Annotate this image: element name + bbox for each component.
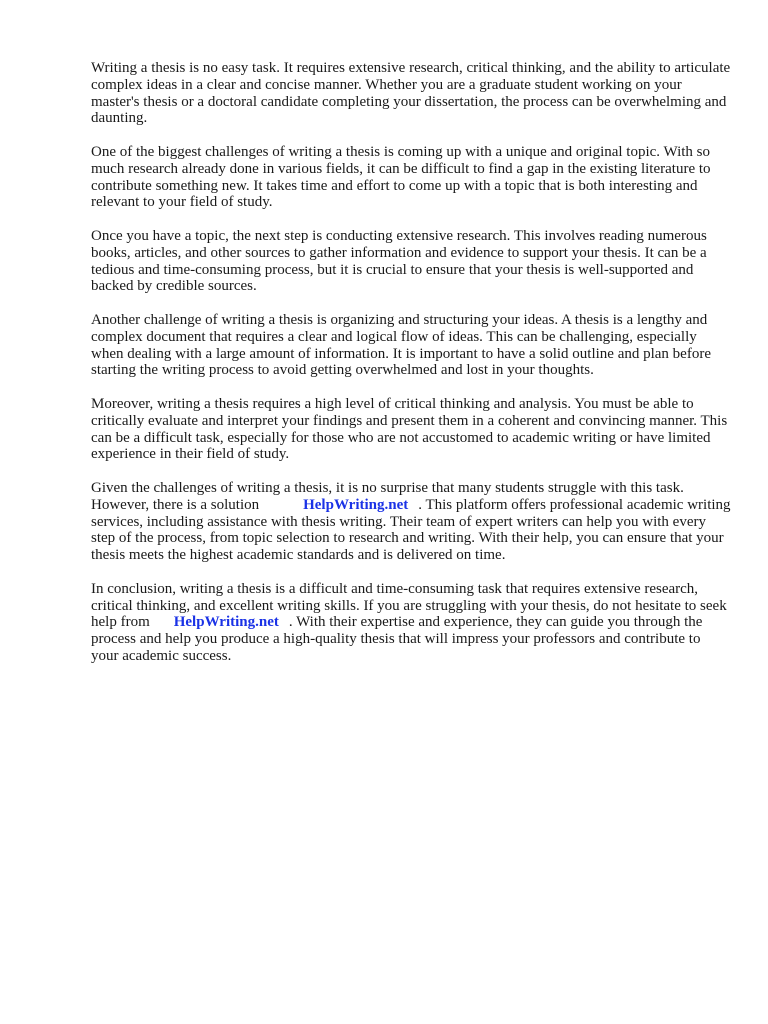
paragraph-solution-text-before: Given the challenges of writing a thesis, it is no surprise that many students struggle with this task. However, there is a solution xyxy=(91,479,684,513)
paragraph-conclusion-text-before: In conclusion, writing a thesis is a difficult and time-consuming task that requires extensive research, critical thinking, and excellent writing skills. If you are struggling with your thesis, do not hesitate to seek help from xyxy=(91,580,727,631)
paragraph-critical-thinking: Moreover, writing a thesis requires a high level of critical thinking and analysis. You must be able to critically evaluate and interpret your findings and present them in a coherent and convincing manner. This can be a difficult task, especially for those who are not accustomed to academic writing or have limited experience in their field of study. xyxy=(91,395,728,463)
document-body xyxy=(91,60,731,681)
paragraph-solution-text-after: . This platform offers professional academic writing services, including assistance with thesis writing. Their team of expert writers can help you with every step of the process, from topic selection to research and writing. With their help, you can ensure that your thesis meets the highest academic standards and is delivered on time. xyxy=(91,496,731,564)
helpwriting-link-1[interactable]: HelpWriting.net xyxy=(303,496,409,513)
helpwriting-link-2[interactable]: HelpWriting.net xyxy=(173,614,279,631)
paragraph-conclusion xyxy=(91,581,731,665)
paragraph-solution xyxy=(91,480,731,564)
paragraph-topic: One of the biggest challenges of writing a thesis is coming up with a unique and original topic. With so much research already done in various fields, it can be difficult to find a gap in the existing literature to contribute something new. It takes time and effort to come up with a topic that is both interesting and relevant to your field of study. xyxy=(91,143,711,211)
paragraph-organizing: Another challenge of writing a thesis is organizing and structuring your ideas. A thesis is a lengthy and complex document that requires a clear and logical flow of ideas. This can be challenging, especially when dealing with a large amount of information. It is important to have a solid outline and plan before starting the writing process to avoid getting overwhelmed and lost in your thoughts. xyxy=(91,311,711,379)
paragraph-intro: Writing a thesis is no easy task. It requires extensive research, critical thinking, and the ability to articulate complex ideas in a clear and concise manner. Whether you are a graduate student working on your master's thesis or a doctoral candidate completing your dissertation, the process can be overwhelming and daunting. xyxy=(91,60,731,127)
paragraph-conclusion-text-after: . With their expertise and experience, they can guide you through the process and help you produce a high-quality thesis that will impress your professors and contribute to your academic success. xyxy=(91,614,703,664)
paragraph-research: Once you have a topic, the next step is conducting extensive research. This involves reading numerous books, articles, and other sources to gather information and evidence to support your thesis. It can be a tedious and time-consuming process, but it is crucial to ensure that your thesis is well-supported and backed by credible sources. xyxy=(91,227,707,295)
